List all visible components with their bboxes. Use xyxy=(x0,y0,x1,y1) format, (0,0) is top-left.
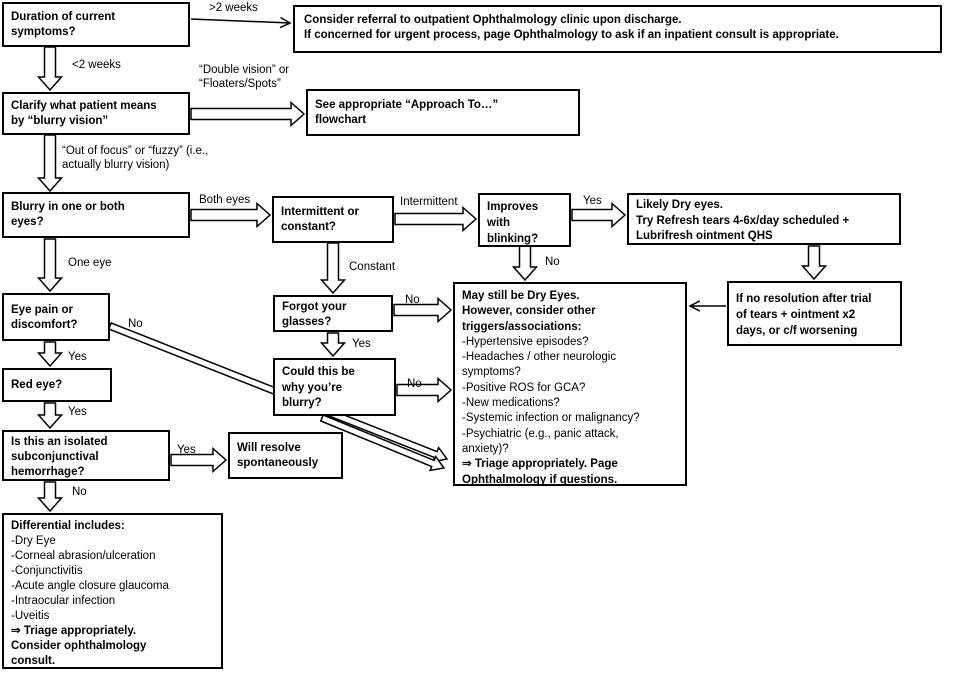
box-line: constant? xyxy=(281,221,336,233)
arrow-could-to-may xyxy=(397,379,451,402)
label-yes-eyepain: Yes xyxy=(68,351,87,363)
box-line: -Systemic infection or malignancy? xyxy=(462,412,640,425)
box-line: -Psychiatric (e.g., panic attack, xyxy=(462,427,619,440)
label-no-forgot: No xyxy=(405,294,420,306)
box-improves-with-blinking xyxy=(478,193,571,247)
box-line: by “blurry vision” xyxy=(11,115,109,127)
arrow-likely-to-noresolution xyxy=(803,246,826,279)
arrow-duration-to-referral xyxy=(191,18,290,28)
arrow-intermittent-to-forgot xyxy=(322,243,345,293)
box-line: flowchart xyxy=(315,114,367,126)
box-line: eyes? xyxy=(11,216,44,228)
arrow-blurry-to-eyepain xyxy=(39,239,62,291)
box-no-resolution-after-trial xyxy=(727,281,902,346)
label-yes-hemorrhage: Yes xyxy=(177,444,196,456)
box-line: Red eye? xyxy=(11,379,63,391)
label-yes-redeye: Yes xyxy=(68,406,87,418)
arrow-forgot-to-could xyxy=(322,333,345,356)
box-line: -Acute angle closure glaucoma xyxy=(11,580,169,592)
box-line: Ophthalmology if questions. xyxy=(462,473,618,486)
box-line: If no resolution after trial xyxy=(736,293,872,305)
label-line: “Double vision” or xyxy=(199,64,290,76)
box-line: Consider referral to outpatient Ophthalmology clinic upon discharge. xyxy=(304,14,682,26)
box-line: -Uveitis xyxy=(11,610,50,622)
box-line: Intermittent or xyxy=(281,206,359,218)
arrow-improves-to-may xyxy=(514,246,537,280)
box-line: Improves xyxy=(487,201,539,213)
box-line: However, consider other xyxy=(462,305,596,318)
box-line: Clarify what patient means xyxy=(11,100,157,112)
box-line: hemorrhage? xyxy=(11,466,85,478)
label-intermittent: Intermittent xyxy=(400,196,458,208)
box-line: ⇒ Triage appropriately. Page xyxy=(462,458,618,471)
box-line: ⇒ Triage appropriately. xyxy=(11,625,137,637)
box-line: -Positive ROS for GCA? xyxy=(462,381,586,394)
box-line: -New medications? xyxy=(462,397,560,410)
box-line: Likely Dry eyes. xyxy=(636,199,723,211)
label-out-of-focus xyxy=(62,144,208,172)
label-no-could: No xyxy=(407,378,422,390)
box-line: consult. xyxy=(11,655,56,667)
label-no-improves: No xyxy=(545,256,560,268)
label-no-hemorrhage: No xyxy=(72,486,87,498)
box-intermittent-or-constant xyxy=(272,196,394,243)
box-line: See appropriate “Approach To…” xyxy=(315,99,499,111)
box-line: -Headaches / other neurologic xyxy=(462,351,617,364)
box-line: days, or c/f worsening xyxy=(736,325,858,337)
box-line: symptoms? xyxy=(11,26,76,38)
label-yes-forgot: Yes xyxy=(352,338,371,350)
box-line: -Dry Eye xyxy=(11,535,56,547)
box-could-this-be-why-blurry xyxy=(273,358,396,416)
box-line: Try Refresh tears 4-6x/day scheduled + xyxy=(636,214,850,227)
box-line: Lubrifresh ointment QHS xyxy=(636,230,773,242)
box-line: Could this be xyxy=(282,366,355,378)
box-line: anxiety)? xyxy=(462,442,509,455)
box-forgot-glasses xyxy=(273,295,393,332)
label-line: actually blurry vision) xyxy=(62,159,170,171)
label-yes-improves: Yes xyxy=(583,195,602,207)
box-line: discomfort? xyxy=(11,319,78,331)
box-line: why you’re xyxy=(282,381,343,394)
box-line: -Hypertensive episodes? xyxy=(462,335,589,348)
arrow-redeye-to-hemorrhage xyxy=(39,403,62,428)
arrow-clarify-to-blurry xyxy=(39,135,62,191)
box-clarify-blurry-vision xyxy=(2,92,190,135)
label-constant: Constant xyxy=(349,261,396,273)
arrow-forgot-to-may xyxy=(394,299,451,322)
box-red-eye xyxy=(2,368,112,402)
arrow-eyepain-to-redeye xyxy=(39,342,62,366)
box-line: Will resolve xyxy=(237,442,301,454)
box-line: Forgot your xyxy=(282,301,347,313)
label-gt-2-weeks: >2 weeks xyxy=(209,2,258,14)
box-line: glasses? xyxy=(282,316,332,328)
box-line: Consider ophthalmology xyxy=(11,640,147,652)
box-line: If concerned for urgent process, page Ophthalmology to ask if an inpatient consult is appropriate. xyxy=(304,29,839,41)
box-subconjunctival-hemorrhage xyxy=(2,430,170,481)
box-outpatient-referral xyxy=(293,5,942,53)
box-line: blurry? xyxy=(282,397,322,409)
box-blurry-one-or-both xyxy=(2,192,190,238)
label-double-vision-or-floaters xyxy=(199,63,289,91)
arrow-noresolution-to-may xyxy=(690,301,726,311)
label-both-eyes: Both eyes xyxy=(199,194,251,206)
box-line: Eye pain or xyxy=(11,304,73,316)
box-line: with xyxy=(487,217,510,229)
box-line: -Corneal abrasion/ulceration xyxy=(11,550,156,562)
arrow-clarify-to-approach xyxy=(191,103,304,126)
box-line: -Conjunctivitis xyxy=(11,565,83,577)
box-line: spontaneously xyxy=(237,457,319,469)
label-no-eyepain: No xyxy=(128,318,143,330)
label-lt-2-weeks: <2 weeks xyxy=(72,59,121,71)
box-line: Is this an isolated xyxy=(11,436,108,448)
box-duration-of-symptoms xyxy=(2,2,190,47)
box-line: Duration of current xyxy=(11,11,116,23)
box-eye-pain-discomfort xyxy=(2,293,110,341)
box-line: triggers/associations: xyxy=(462,320,582,333)
label-one-eye: One eye xyxy=(68,257,112,269)
box-may-still-be-dry-eyes xyxy=(453,282,687,486)
box-line: -Intraocular infection xyxy=(11,595,116,607)
box-line: Blurry in one or both xyxy=(11,201,125,213)
label-line: “Floaters/Spots” xyxy=(199,78,281,90)
box-differential-includes xyxy=(2,513,223,669)
arrow-hemorrhage-to-differential xyxy=(39,482,62,511)
box-likely-dry-eyes xyxy=(627,193,901,245)
box-line: blinking? xyxy=(487,233,539,245)
box-will-resolve-spontaneously xyxy=(228,432,343,479)
label-line: “Out of focus” or “fuzzy” (i.e., xyxy=(62,145,209,157)
box-line: Differential includes: xyxy=(11,520,125,532)
arrow-duration-to-clarify xyxy=(39,47,62,90)
box-line: symptoms? xyxy=(462,366,521,379)
arrow-intermittent-to-improves xyxy=(395,208,476,231)
box-line: of tears + ointment x2 xyxy=(736,309,856,321)
box-see-approach-flowchart xyxy=(306,89,580,136)
box-line: May still be Dry Eyes. xyxy=(462,290,580,302)
box-line: subconjunctival xyxy=(11,451,99,463)
